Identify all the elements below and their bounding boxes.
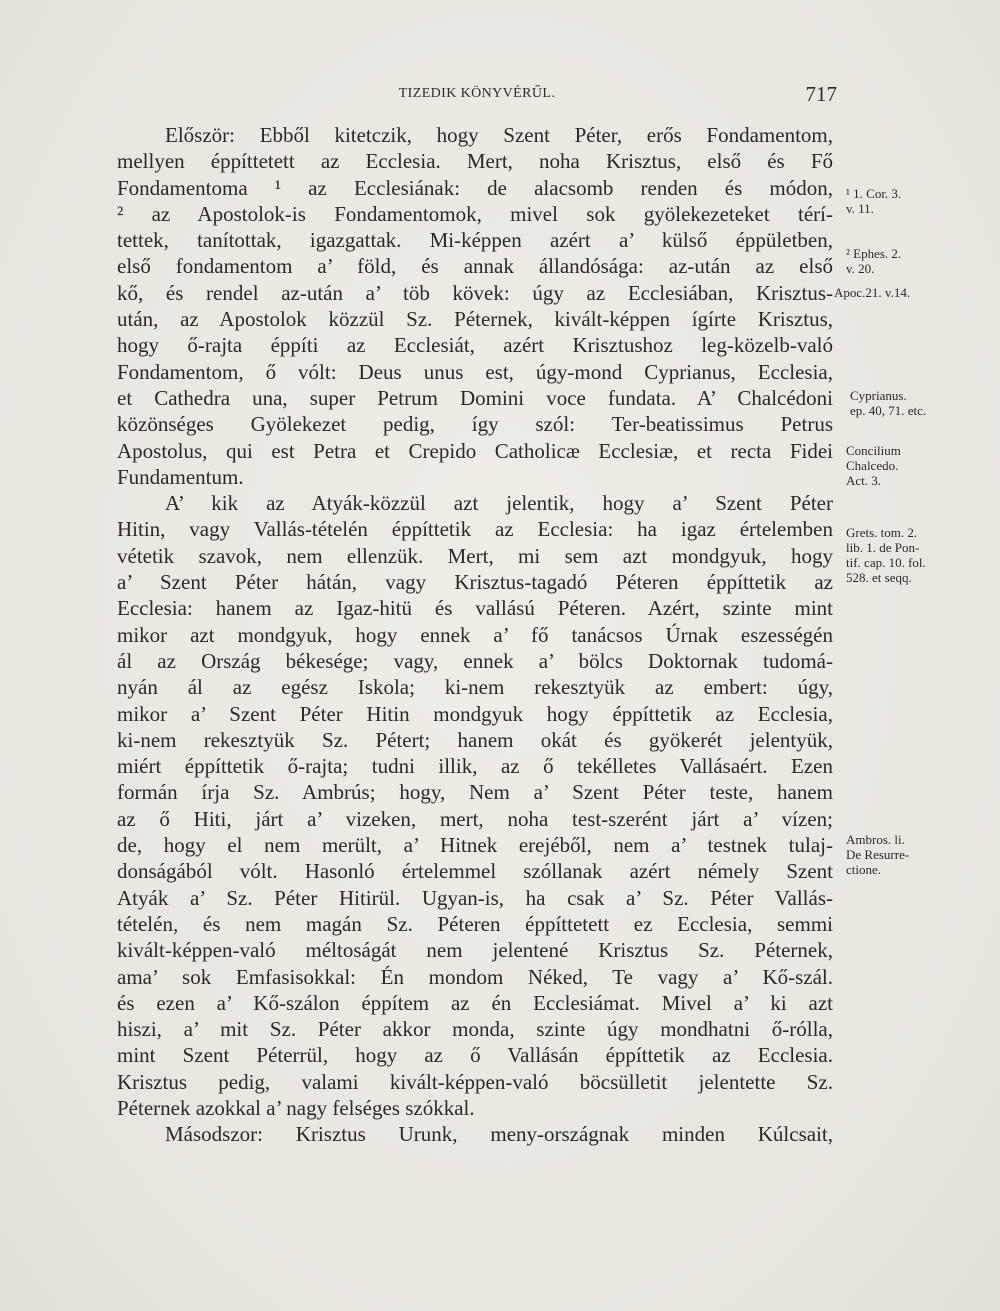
text-line: hiszi, a’ mit Sz. Péter akkor monda, szinte úgy mondhatni ő-rólla, <box>117 1017 833 1042</box>
text-line: közönséges Gyölekezet pedig, így szól: Ter-beatissimus Petrus <box>117 412 833 437</box>
margin-note-line: De Resurre- <box>846 847 910 862</box>
text-line: mikor a’ Szent Péter Hitin mondgyuk hogy éppíttetik az Ecclesia, <box>117 701 833 726</box>
text-line: de, hogy el nem merült, a’ Hitnek erejéből, nem a’ testnek tulaj- <box>117 833 833 858</box>
text-line: miért éppíttetik ő-rajta; tudni illik, az ő tekélletes Vallásaért. Ezen <box>117 754 833 779</box>
text-line: nyán ál az egész Iskola; ki-nem rekesztyük az embert: úgy, <box>117 675 833 700</box>
text-line: ki-nem rekesztyük Sz. Pétert; hanem okát és gyökerét jelentyük, <box>117 727 833 752</box>
text-line: Fundamentum. <box>117 464 244 489</box>
margin-note-line: lib. 1. de Pon- <box>846 540 920 555</box>
margin-note-line: ² Ephes. 2. <box>846 246 902 261</box>
text-line: első fondamentom a’ föld, és annak állandósága: az-után az első <box>117 254 833 279</box>
margin-note-line: Apoc.21. v.14. <box>834 285 911 300</box>
margin-note-line: ep. 40, 71. etc. <box>850 403 927 418</box>
text-line: hogy ő-rajta éppíti az Ecclesiát, azért Krisztushoz leg-közelb-való <box>117 333 833 358</box>
text-line: Hitin, vagy Vallás-tételén éppíttetik az Ecclesia: ha igaz értelemben <box>117 517 833 542</box>
text-line: Fondamentom, ő vólt: Deus unus est, úgy-mond Cyprianus, Ecclesia, <box>117 359 833 384</box>
text-line: Ecclesia: hanem az Igaz-hitü és vallású Péteren. Azért, szinte mint <box>117 596 833 621</box>
text-line: kivált-képpen-való méltoságát nem jelentené Krisztus Sz. Péternek, <box>117 938 833 963</box>
text-line: A’ kik az Atyák-közzül azt jelentik, hogy a’ Szent Péter <box>165 491 833 516</box>
page-number: 717 <box>805 82 837 106</box>
text-line: vétetik szavok, nem ellenzük. Mert, mi sem azt mondgyuk, hogy <box>117 543 833 568</box>
text-line: Apostolus, qui est Petra et Crepido Catholicæ Ecclesiæ, et recta Fidei <box>117 438 833 463</box>
text-line: et Cathedra una, super Petrum Domini voce fundata. A’ Chalcédoni <box>117 385 833 410</box>
text-line: mikor azt mondgyuk, hogy ennek a’ fő tanácsos Úrnak eszességén <box>117 622 833 647</box>
margin-note-line: Concilium <box>846 443 901 458</box>
text-line: Krisztus pedig, valami kivált-képpen-való böcsülletit jelentette Sz. <box>117 1069 833 1094</box>
text-line: az ő Hiti, járt a’ vizeken, mert, noha test-szerént járt a’ vízen; <box>117 806 833 831</box>
text-line: kő, és rendel az-után a’ töb kövek: úgy az Ecclesiában, Krisztus- <box>117 280 833 305</box>
margin-note-line: Grets. tom. 2. <box>846 525 918 540</box>
margin-note <box>846 186 956 216</box>
margin-note-line: Act. 3. <box>846 473 882 488</box>
body-text <box>117 122 833 1148</box>
margin-note <box>834 285 944 300</box>
text-line: mellyen éppíttetett az Ecclesia. Mert, noha Krisztus, első és Fő <box>117 149 833 174</box>
margin-note-line: ctione. <box>846 862 882 877</box>
text-line: tételén, és nem magán Sz. Péteren éppíttetett ez Ecclesia, semmi <box>117 911 833 936</box>
text-line: ² az Apostolok-is Fondamentomok, mivel sok gyölekezeteket térí- <box>117 201 833 226</box>
text-line: donságából vólt. Hasonló értelemmel szóllanak azért némely Szent <box>117 859 833 884</box>
text-line: Péternek azokkal a’ nagy felséges szókkal. <box>117 1095 475 1120</box>
text-line: Fondamentoma ¹ az Ecclesiának: de alacsomb renden és módon, <box>117 175 833 200</box>
margin-note-line: 528. et seqq. <box>846 570 912 585</box>
margin-note-line: Chalcedo. <box>846 458 899 473</box>
margin-note-line: v. 20. <box>846 261 875 276</box>
text-line: és ezen a’ Kő-szálon éppítem az én Ecclesiámat. Mivel a’ ki azt <box>117 990 833 1015</box>
page-header <box>117 82 837 110</box>
text-line: Másodszor: Krisztus Urunk, meny-országnak minden Kúlcsait, <box>165 1122 833 1147</box>
margin-note-line: tif. cap. 10. fol. <box>846 555 926 570</box>
margin-note <box>846 246 956 276</box>
margin-note-line: ¹ 1. Cor. 3. <box>846 186 902 201</box>
margin-note-line: Ambros. li. <box>846 832 905 847</box>
text-line: ál az Ország békesége; vagy, ennek a’ bölcs Doktornak tudomá- <box>117 648 833 673</box>
text-line: után, az Apostolok közzül Sz. Péternek, kivált-képpen ígírte Krisztus, <box>117 307 833 332</box>
margin-note <box>846 832 956 877</box>
margin-note <box>850 388 960 418</box>
margin-note-line: v. 11. <box>846 201 874 216</box>
text-line: tettek, tanítottak, igazgattak. Mi-képpen azért a’ külső éppületben, <box>117 228 833 253</box>
text-line: mint Szent Péterrül, hogy az ő Vallásán éppíttetik az Ecclesia. <box>117 1043 833 1068</box>
text-line: Atyák a’ Sz. Péter Hitirül. Ugyan-is, ha csak a’ Sz. Péter Vallás- <box>117 885 833 910</box>
margin-note-line: Cyprianus. <box>850 388 907 403</box>
margin-note <box>846 443 956 488</box>
text-line: ama’ sok Emfasisokkal: Én mondom Néked, Te vagy a’ Kő-szál. <box>117 964 833 989</box>
margin-note <box>846 525 956 585</box>
running-title: TIZEDIK KÖNYVÉRŰL. <box>398 86 556 101</box>
text-line: Először: Ebből kitetczik, hogy Szent Péter, erős Fondamentom, <box>165 123 833 147</box>
text-line: a’ Szent Péter hátán, vagy Krisztus-tagadó Péteren éppíttetik az <box>117 570 833 595</box>
text-line: formán írja Sz. Ambrús; hogy, Nem a’ Szent Péter teste, hanem <box>117 780 833 805</box>
